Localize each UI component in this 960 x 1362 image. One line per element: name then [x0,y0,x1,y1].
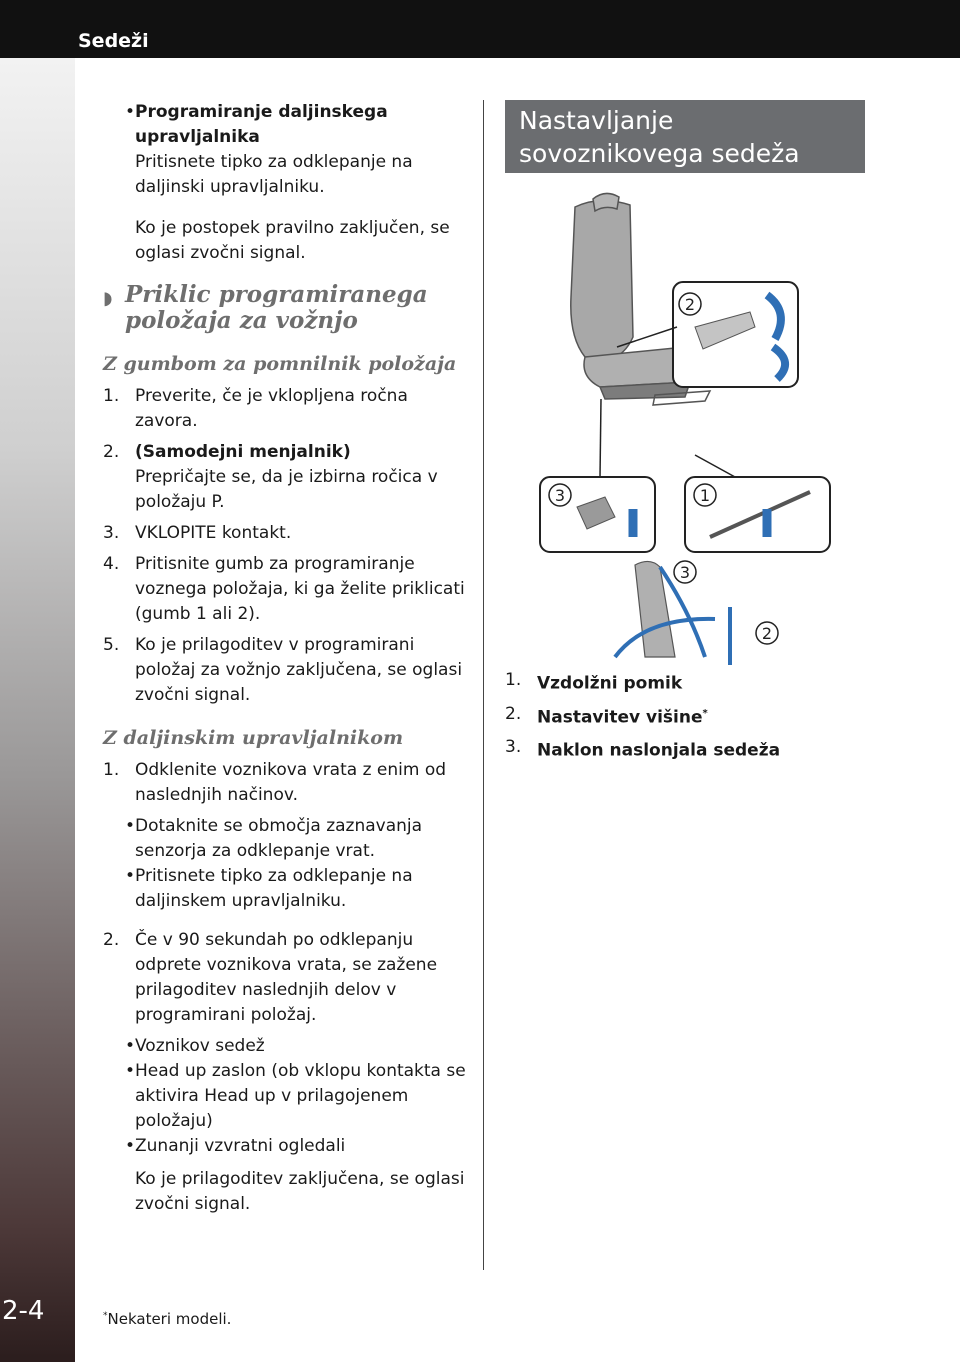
bullet-dot: • [125,102,136,122]
page-number: 2-4 [2,1296,45,1326]
seat-side-view [635,561,675,657]
remote-note: Ko je prilagoditev zaključena, se oglasi zvočni signal. [135,1169,465,1214]
intro-bullet [103,100,468,200]
memory-steps [103,384,468,708]
callout-2: 2 [684,295,696,314]
header-bar [0,0,960,58]
intro-note: Ko je postopek pravilno zaključen, se oglasi zvočni signal. [135,218,450,263]
subheading-memory-button: Z gumbom za pomnilnik položaja [103,353,457,375]
intro-bullet-text: Pritisnete tipko za odklepanje na daljinski upravljalniku. [135,152,413,197]
column-divider [483,100,484,1270]
list-item: 1. Odklenite voznikova vrata z enim od naslednjih načinov. [103,760,447,805]
left-column [103,100,468,1217]
intro-bullet-title: Programiranje daljinskega upravljalnika [135,102,388,147]
callout-3-lower: 3 [679,563,691,582]
section-heading [103,282,468,334]
side-strip [0,58,75,1362]
remote-steps [103,758,468,808]
caption-list [505,665,865,766]
list-item: • Pritisnete tipko za odklepanje na daljinskem upravljalniku. [125,866,413,911]
subheading-remote: Z daljinskim upravljalnikom [103,727,404,749]
callout-2-lower: 2 [761,624,773,643]
list-item: • Head up zaslon (ob vklopu kontakta se aktivira Head up v prilagojenem položaju) [125,1061,466,1131]
list-item: 1. Preverite, če je vklopljena ročna zavora. [103,386,408,431]
section-title: Sedeži [78,30,149,52]
remote-steps-2 [103,928,468,1028]
list-item: 2. Če v 90 sekundah po odklepanju odprete voznikova vrata, se zažene prilagoditev naslednjih delov v programirani položaj. [103,930,438,1025]
list-item: • Dotaknite se območja zaznavanja senzorja za odklepanje vrat. [125,816,423,861]
callout-3: 3 [554,486,566,505]
section-banner: Nastavljanje sovoznikovega sedeža [505,100,865,173]
heading-marker-icon: ◗ [103,288,113,309]
list-item: • Voznikov sedež [125,1036,265,1056]
list-item: • Zunanji vzvratni ogledali [125,1136,346,1156]
seat-diagram [505,187,865,667]
list-item: 2. (Samodejni menjalnik) Prepričajte se, da je izbirna ročica v položaju P. [103,442,438,512]
section-heading-text: Priklic programiranega položaja za vožnjo [125,281,428,334]
list-item: 2. Nastavitev višine* [505,703,708,728]
list-item: 3. VKLOPITE kontakt. [103,523,292,543]
list-item: 1. Vzdolžni pomik [505,670,683,694]
list-item: 5. Ko je prilagoditev v programirani položaj za vožnjo zaključena, se oglasi zvočni signal. [103,635,463,705]
right-column [505,100,865,766]
callout-1: 1 [699,486,711,505]
footnote: *Nekateri modeli. [103,1310,232,1328]
list-item: 3. Naklon naslonjala sedeža [505,737,781,761]
list-item: 4. Pritisnite gumb za programiranje voznega položaja, ki ga želite priklicati (gumb 1 ali 2). [103,554,465,624]
